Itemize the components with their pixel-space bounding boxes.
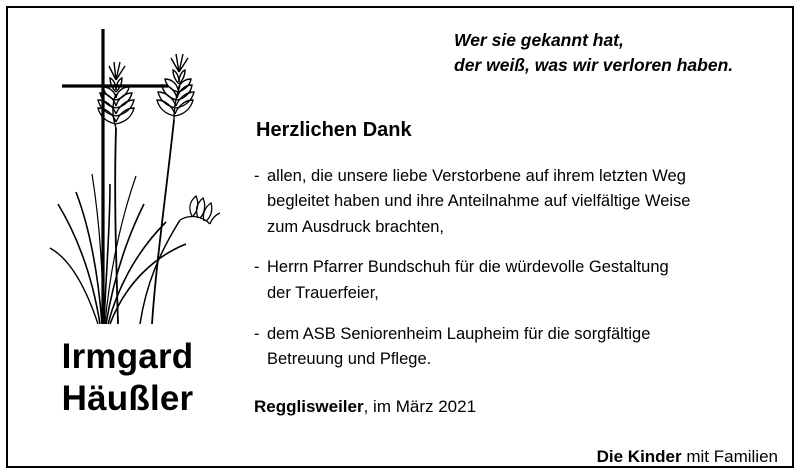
deceased-name — [20, 336, 235, 420]
deceased-first-name: Irmgard — [61, 337, 194, 376]
list-dash: - — [254, 324, 260, 343]
list-dash: - — [254, 166, 260, 185]
thanks-item-line: dem ASB Seniorenheim Laupheim für die sorgfältige — [267, 324, 651, 343]
left-column — [20, 14, 235, 454]
thanks-item — [254, 164, 780, 241]
signature-who: Die Kinder — [596, 446, 682, 466]
epitaph-line-1: Wer sie gekannt hat, — [454, 30, 624, 50]
place-name: Regglisweiler — [254, 396, 364, 416]
signature — [250, 447, 780, 467]
epitaph-line-2: der weiß, was wir verloren haben. — [454, 55, 734, 76]
thanks-item-line: zum Ausdruck brachten, — [267, 217, 445, 236]
place-and-date — [254, 397, 780, 417]
epitaph — [454, 28, 780, 79]
thanks-item-line: der Trauerfeier, — [267, 284, 379, 302]
list-dash: - — [254, 258, 260, 277]
thanks-item-line: Betreuung und Pflege. — [267, 350, 432, 369]
thanks-item — [254, 255, 780, 306]
thanks-item-line: Herrn Pfarrer Bundschuh für die würdevolle Gestaltung — [267, 258, 669, 277]
date-text: , im März 2021 — [363, 396, 477, 416]
thanks-item-body — [267, 255, 669, 306]
thanks-item — [254, 322, 780, 373]
thanks-list — [254, 164, 780, 373]
thanks-item-line: begleitet haben und ihre Anteilnahme auf vielfältige Weise — [267, 192, 691, 211]
cross-with-wheat-ears-icon — [40, 24, 220, 334]
thanks-item-line: allen, die unsere liebe Verstorbene auf ihrem letzten Weg — [267, 166, 686, 185]
thanks-heading: Herzlichen Dank — [256, 118, 412, 141]
thanks-item-body — [267, 164, 690, 241]
thanks-item-body — [267, 322, 650, 373]
right-column — [250, 14, 780, 467]
deceased-last-name: Häußler — [61, 379, 194, 418]
signature-rest: mit Familien — [681, 446, 778, 466]
